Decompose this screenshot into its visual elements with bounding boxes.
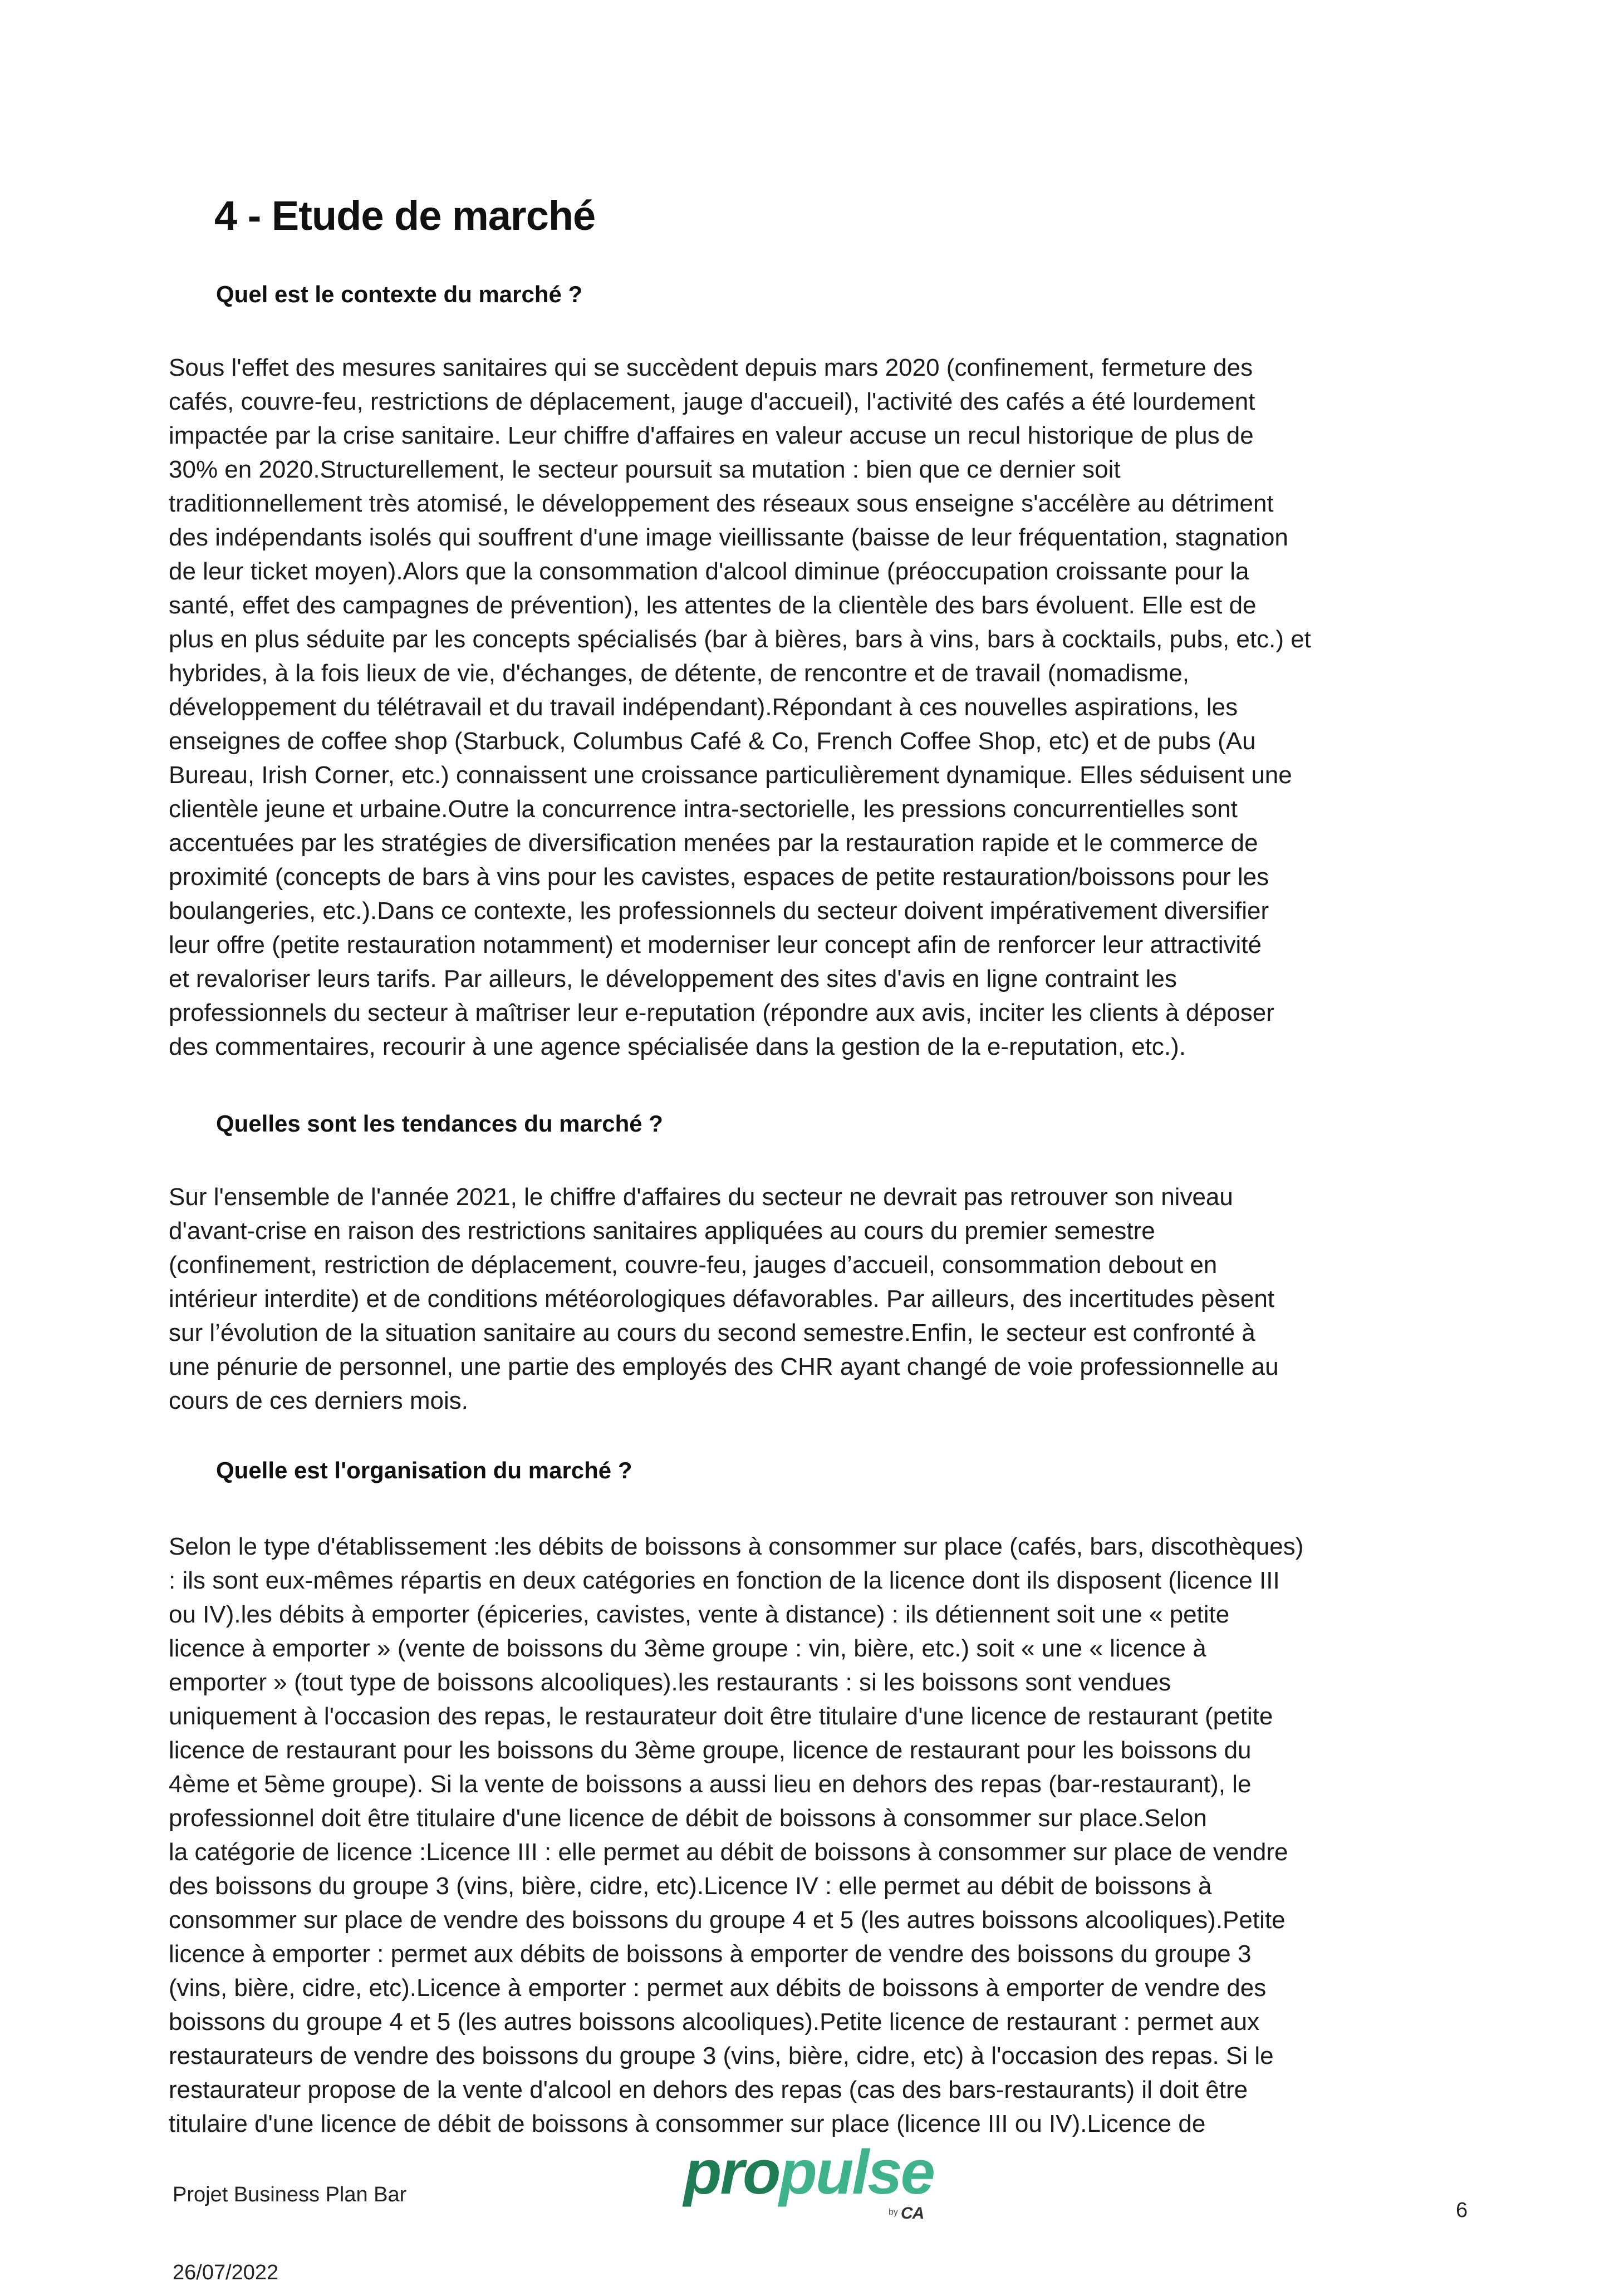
trends-question: Quelles sont les tendances du marché ? <box>216 1110 663 1137</box>
paragraph-line: enseignes de coffee shop (Starbuck, Columbus Café & Co, French Coffee Shop, etc) et de pubs (Au <box>169 727 1256 755</box>
paragraph-line: et revaloriser leurs tarifs. Par ailleurs, le développement des sites d'avis en ligne contraint les <box>169 965 1177 992</box>
paragraph-line: plus en plus séduite par les concepts spécialisés (bar à bières, bars à vins, bars à cocktails, pubs, etc.) et <box>169 626 1311 653</box>
paragraph-line: boissons du groupe 4 et 5 (les autres boissons alcooliques).Petite licence de restaurant : permet aux <box>169 2008 1260 2036</box>
paragraph-line: professionnel doit être titulaire d'une licence de débit de boissons à consommer sur place.Selon <box>169 1805 1207 1832</box>
paragraph-line: 4ème et 5ème groupe). Si la vente de boissons a aussi lieu en dehors des repas (bar-restaurant), le <box>169 1771 1252 1798</box>
logo-ca-mark: CA <box>901 2204 924 2223</box>
propulse-logo <box>684 2136 945 2231</box>
paragraph-line: des commentaires, recourir à une agence spécialisée dans la gestion de la e-reputation, etc.). <box>169 1033 1186 1060</box>
paragraph-line: (vins, bière, cidre, etc).Licence à emporter : permet aux débits de boissons à emporter de vendre des <box>169 1974 1267 2002</box>
section-title: 4 - Etude de marché <box>214 193 596 239</box>
footer-project-name: Projet Business Plan Bar <box>173 2183 407 2206</box>
paragraph-line: emporter » (tout type de boissons alcooliques).les restaurants : si les boissons sont vendues <box>169 1669 1171 1696</box>
paragraph-line: restaurateurs de vendre des boissons du groupe 3 (vins, bière, cidre, etc) à l'occasion des repas. Si le <box>169 2042 1274 2069</box>
paragraph-line: Bureau, Irish Corner, etc.) connaissent une croissance particulièrement dynamique. Elles séduisent une <box>169 761 1292 789</box>
paragraph-line: impactée par la crise sanitaire. Leur chiffre d'affaires en valeur accuse un recul historique de plus de <box>169 422 1254 449</box>
paragraph-line: clientèle jeune et urbaine.Outre la concurrence intra-sectorielle, les pressions concurrentielles sont <box>169 795 1238 823</box>
paragraph-line: ou IV).les débits à emporter (épiceries, cavistes, vente à distance) : ils détiennent soit une « petite <box>169 1601 1230 1628</box>
organisation-question: Quelle est l'organisation du marché ? <box>216 1457 632 1483</box>
paragraph-line: (confinement, restriction de déplacement, couvre-feu, jauges d’accueil, consommation debout en <box>169 1251 1218 1279</box>
paragraph-line: développement du télétravail et du travail indépendant).Répondant à ces nouvelles aspirations, les <box>169 694 1238 721</box>
paragraph-line: hybrides, à la fois lieux de vie, d'échanges, de détente, de rencontre et de travail (nomadisme, <box>169 660 1190 687</box>
logo-part-pro: pro <box>684 2137 779 2207</box>
paragraph-line: restaurateur propose de la vente d'alcool en dehors des repas (cas des bars-restaurants) il doit être <box>169 2076 1248 2103</box>
paragraph-line: cours de ces derniers mois. <box>169 1387 468 1414</box>
paragraph-line: boulangeries, etc.).Dans ce contexte, les professionnels du secteur doivent impérativement diversifier <box>169 897 1269 925</box>
paragraph-line: titulaire d'une licence de débit de boissons à consommer sur place (licence III ou IV).Licence de <box>169 2110 1206 2137</box>
paragraph-line: consommer sur place de vendre des boissons du groupe 4 et 5 (les autres boissons alcooliques).Petite <box>169 1906 1286 1934</box>
logo-by-label: by <box>889 2207 898 2217</box>
paragraph-line: santé, effet des campagnes de prévention), les attentes de la clientèle des bars évoluent. Elle est de <box>169 592 1257 619</box>
logo-part-pulse: pulse <box>779 2137 934 2207</box>
context-question: Quel est le contexte du marché ? <box>216 281 583 307</box>
footer-date: 26/07/2022 <box>173 2261 279 2284</box>
paragraph-line: d'avant-crise en raison des restrictions sanitaires appliquées au cours du premier semestre <box>169 1217 1155 1245</box>
page-number: 6 <box>1456 2199 1468 2222</box>
logo-wordmark <box>684 2136 934 2209</box>
paragraph-line: leur offre (petite restauration notamment) et moderniser leur concept afin de renforcer leur attractivité <box>169 931 1262 958</box>
paragraph-line: des boissons du groupe 3 (vins, bière, cidre, etc).Licence IV : elle permet au débit de boissons à <box>169 1872 1212 1900</box>
paragraph-line: une pénurie de personnel, une partie des employés des CHR ayant changé de voie professionnelle au <box>169 1353 1279 1380</box>
paragraph-line: licence à emporter » (vente de boissons du 3ème groupe : vin, bière, etc.) soit « une « licence à <box>169 1635 1206 1662</box>
paragraph-line: licence à emporter : permet aux débits de boissons à emporter de vendre des boissons du groupe 3 <box>169 1940 1252 1968</box>
paragraph-line: professionnels du secteur à maîtriser leur e-reputation (répondre aux avis, inciter les clients à déposer <box>169 999 1274 1026</box>
trends-paragraph <box>169 1180 1505 1418</box>
paragraph-line: intérieur interdite) et de conditions météorologiques défavorables. Par ailleurs, des incertitudes pèsent <box>169 1285 1275 1312</box>
paragraph-line: cafés, couvre-feu, restrictions de déplacement, jauge d'accueil), l'activité des cafés a été lourdement <box>169 388 1255 415</box>
organisation-paragraph <box>169 1530 1505 2141</box>
paragraph-line: Selon le type d'établissement :les débits de boissons à consommer sur place (cafés, bars, discothèques) <box>169 1533 1304 1560</box>
context-paragraph <box>169 351 1505 1064</box>
paragraph-line: licence de restaurant pour les boissons du 3ème groupe, licence de restaurant pour les boissons du <box>169 1737 1252 1764</box>
paragraph-line: uniquement à l'occasion des repas, le restaurateur doit être titulaire d'une licence de restaurant (petite <box>169 1703 1273 1730</box>
paragraph-line: de leur ticket moyen).Alors que la consommation d'alcool diminue (préoccupation croissante pour la <box>169 558 1249 585</box>
paragraph-line: Sous l'effet des mesures sanitaires qui se succèdent depuis mars 2020 (confinement, fermeture des <box>169 354 1253 381</box>
paragraph-line: des indépendants isolés qui souffrent d'une image vieillissante (baisse de leur fréquentation, stagnation <box>169 524 1288 551</box>
paragraph-line: proximité (concepts de bars à vins pour les cavistes, espaces de petite restauration/boissons pour les <box>169 863 1269 891</box>
paragraph-line: sur l’évolution de la situation sanitaire au cours du second semestre.Enfin, le secteur est confronté à <box>169 1319 1255 1346</box>
paragraph-line: 30% en 2020.Structurellement, le secteur poursuit sa mutation : bien que ce dernier soit <box>169 456 1121 483</box>
paragraph-line: accentuées par les stratégies de diversification menées par la restauration rapide et le commerce de <box>169 829 1258 857</box>
paragraph-line: Sur l'ensemble de l'année 2021, le chiffre d'affaires du secteur ne devrait pas retrouver son niveau <box>169 1183 1233 1211</box>
paragraph-line: : ils sont eux-mêmes répartis en deux catégories en fonction de la licence dont ils disposent (licence III <box>169 1567 1280 1594</box>
paragraph-line: traditionnellement très atomisé, le développement des réseaux sous enseigne s'accélère au détriment <box>169 490 1274 517</box>
paragraph-line: la catégorie de licence :Licence III : elle permet au débit de boissons à consommer sur place de vendre <box>169 1838 1288 1866</box>
